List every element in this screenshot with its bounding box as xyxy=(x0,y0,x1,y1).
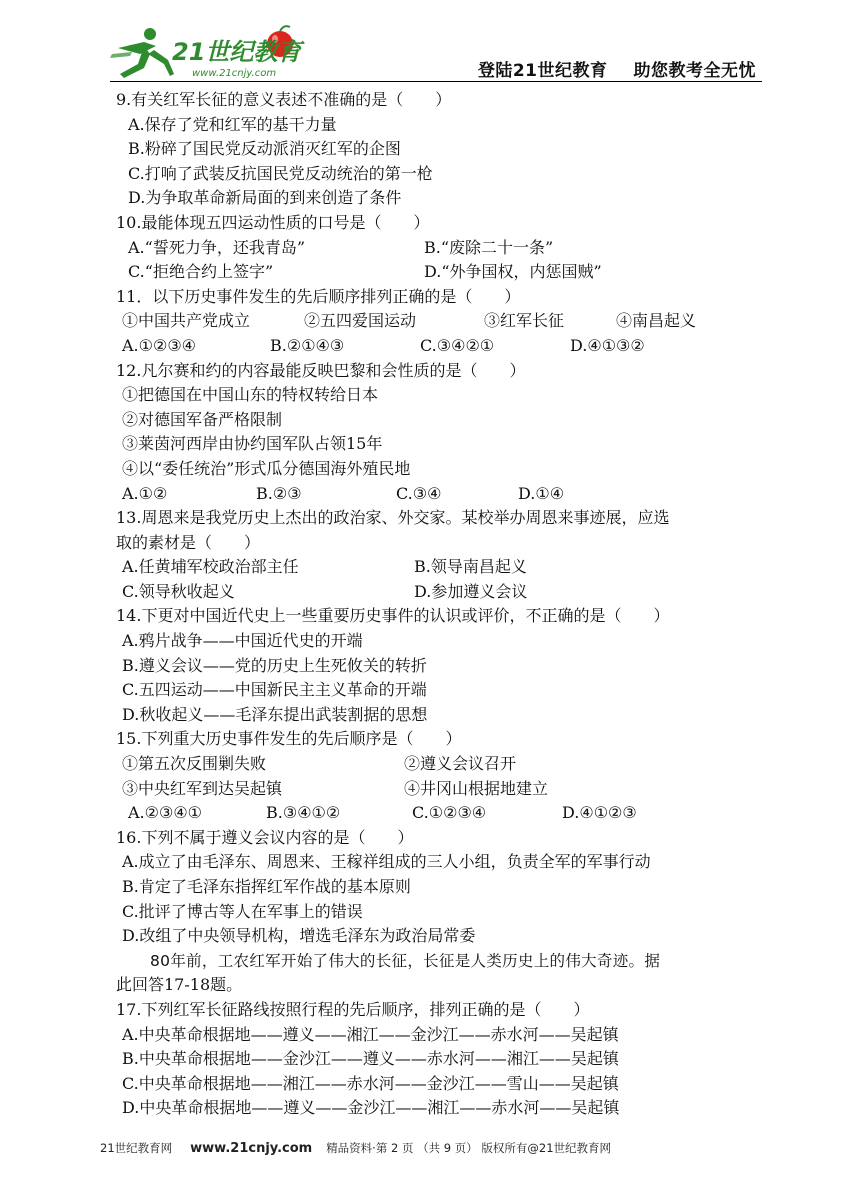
option-d: D.改组了中央领导机构，增选毛泽东为政治局常委 xyxy=(122,926,476,946)
event-row xyxy=(116,777,756,802)
header-divider xyxy=(110,81,762,82)
option-c: C.批评了博古等人在军事上的错误 xyxy=(122,901,363,921)
option-a: A.成立了由毛泽东、周恩来、王稼祥组成的三人小组，负责全军的军事行动 xyxy=(122,852,651,872)
option-c: C.③④②① xyxy=(420,335,495,355)
option-b: B.遵义会议——党的历史上生死攸关的转折 xyxy=(122,655,427,675)
option-row xyxy=(116,555,756,580)
statement-item: ②对德国军备严格限制 xyxy=(122,409,283,429)
option-c: C.中央革命根据地——湘江——赤水河——金沙江——雪山——吴起镇 xyxy=(122,1073,619,1093)
option-a: A.任黄埔军校政治部主任 xyxy=(122,557,299,577)
footer-info: 精品资料·第 2 页 （共 9 页） 版权所有@21世纪教育网 xyxy=(326,1141,612,1155)
option-row xyxy=(116,260,756,285)
question-stem: 13.周恩来是我党历史上杰出的政治家、外交家。某校举办周恩来事迹展，应选 xyxy=(116,508,670,528)
option-d: D.参加遵义会议 xyxy=(414,581,528,601)
option-a: A.鸦片战争——中国近代史的开端 xyxy=(122,631,363,651)
option-c: C.①②③④ xyxy=(412,803,487,823)
page-footer xyxy=(100,1140,760,1156)
option-d: D.④①②③ xyxy=(562,803,637,823)
option-c: C.五四运动——中国新民主主义革命的开端 xyxy=(122,680,427,700)
reading-passage: 80年前，工农红军开始了伟大的长征，长征是人类历史上的伟大奇迹。据 xyxy=(150,951,661,970)
21cnjy-logo xyxy=(110,24,310,82)
option-a: A.“誓死力争，还我青岛” xyxy=(128,237,306,257)
event-list xyxy=(116,309,756,334)
option-row xyxy=(116,801,756,826)
option-b: B.粉碎了国民党反动派消灭红军的企图 xyxy=(128,139,401,159)
logo-url: www.21cnjy.com xyxy=(192,68,277,79)
statement-item: ①把德国在中国山东的特权转给日本 xyxy=(122,385,379,405)
header-slogan xyxy=(478,56,756,81)
event-item: ①中国共产党成立 xyxy=(122,311,251,331)
question-list xyxy=(116,88,756,1121)
option-d: D.秋收起义——毛泽东提出武装割据的思想 xyxy=(122,704,428,724)
slogan-left: 登陆21世纪教育 xyxy=(477,61,608,81)
running-figure-icon xyxy=(110,28,174,78)
option-a: A.①② xyxy=(122,483,168,503)
question-stem: 9.有关红军长征的意义表述不准确的是（ ） xyxy=(116,90,452,109)
reading-passage-cont: 此回答17-18题。 xyxy=(116,975,243,995)
question-stem: 14.下更对中国近代史上一些重要历史事件的认识或评价，不正确的是（ ） xyxy=(116,606,670,626)
option-a: A.保存了党和红军的基干力量 xyxy=(128,114,337,134)
option-row xyxy=(116,482,756,507)
page-header xyxy=(110,24,760,84)
statement-item: ④以“委任统治”形式瓜分德国海外殖民地 xyxy=(122,458,411,478)
event-item: ④南昌起义 xyxy=(616,311,697,331)
option-b: B.领导南昌起义 xyxy=(414,557,527,577)
event-item: ②遵义会议召开 xyxy=(404,754,517,774)
option-a: A.①②③④ xyxy=(122,335,197,355)
question-stem: 17.下列红军长征路线按照行程的先后顺序，排列正确的是（ ） xyxy=(116,999,590,1019)
option-c: C.领导秋收起义 xyxy=(122,581,235,601)
logo-text: 21世纪教育 xyxy=(172,38,302,66)
slogan-right: 助您教考全无忧 xyxy=(633,61,756,81)
option-row xyxy=(116,236,756,261)
question-stem: 12.凡尔赛和约的内容最能反映巴黎和会性质的是（ ） xyxy=(116,360,526,380)
event-item: ④井冈山根据地建立 xyxy=(404,778,549,798)
option-row xyxy=(116,580,756,605)
event-item: ①第五次反围剿失败 xyxy=(122,754,267,774)
footer-site: 21世纪教育网 xyxy=(100,1141,173,1155)
option-a: A.②③④① xyxy=(128,803,203,823)
option-b: B.②③ xyxy=(256,483,302,503)
option-d: D.④①③② xyxy=(570,335,645,355)
option-b: B.③④①② xyxy=(266,803,341,823)
question-stem-cont: 取的素材是（ ） xyxy=(116,532,261,552)
option-c: C.“拒绝合约上签字” xyxy=(128,262,274,282)
question-stem: 10.最能体现五四运动性质的口号是（ ） xyxy=(116,212,430,232)
option-b: B.②①④③ xyxy=(270,335,345,355)
question-stem: 16.下列不属于遵义会议内容的是（ ） xyxy=(116,827,414,847)
option-c: C.打响了武装反抗国民党反动统治的第一枪 xyxy=(128,163,433,183)
option-d: D.①④ xyxy=(518,483,565,503)
option-b: B.中央革命根据地——金沙江——遵义——赤水河——湘江——吴起镇 xyxy=(122,1049,619,1069)
statement-item: ③莱茵河西岸由协约国军队占领15年 xyxy=(122,434,383,454)
option-a: A.中央革命根据地——遵义——湘江——金沙江——赤水河——吴起镇 xyxy=(122,1024,619,1044)
question-stem: 11．以下历史事件发生的先后顺序排列正确的是（ ） xyxy=(116,286,521,306)
event-item: ③中央红军到达吴起镇 xyxy=(122,778,283,798)
option-d: D.为争取革命新局面的到来创造了条件 xyxy=(128,188,402,208)
footer-url[interactable]: www.21cnjy.com xyxy=(190,1141,313,1156)
option-row xyxy=(116,334,756,359)
option-d: D.中央革命根据地——遵义——金沙江——湘江——赤水河——吴起镇 xyxy=(122,1098,620,1118)
event-item: ②五四爱国运动 xyxy=(304,311,417,331)
event-row xyxy=(116,752,756,777)
option-b: B.“废除二十一条” xyxy=(424,237,554,257)
option-c: C.③④ xyxy=(396,483,442,503)
event-item: ③红军长征 xyxy=(484,311,565,331)
question-stem: 15.下列重大历史事件发生的先后顺序是（ ） xyxy=(116,729,462,749)
option-d: D.“外争国权，内惩国贼” xyxy=(424,262,602,282)
option-b: B.肯定了毛泽东指挥红军作战的基本原则 xyxy=(122,877,411,896)
